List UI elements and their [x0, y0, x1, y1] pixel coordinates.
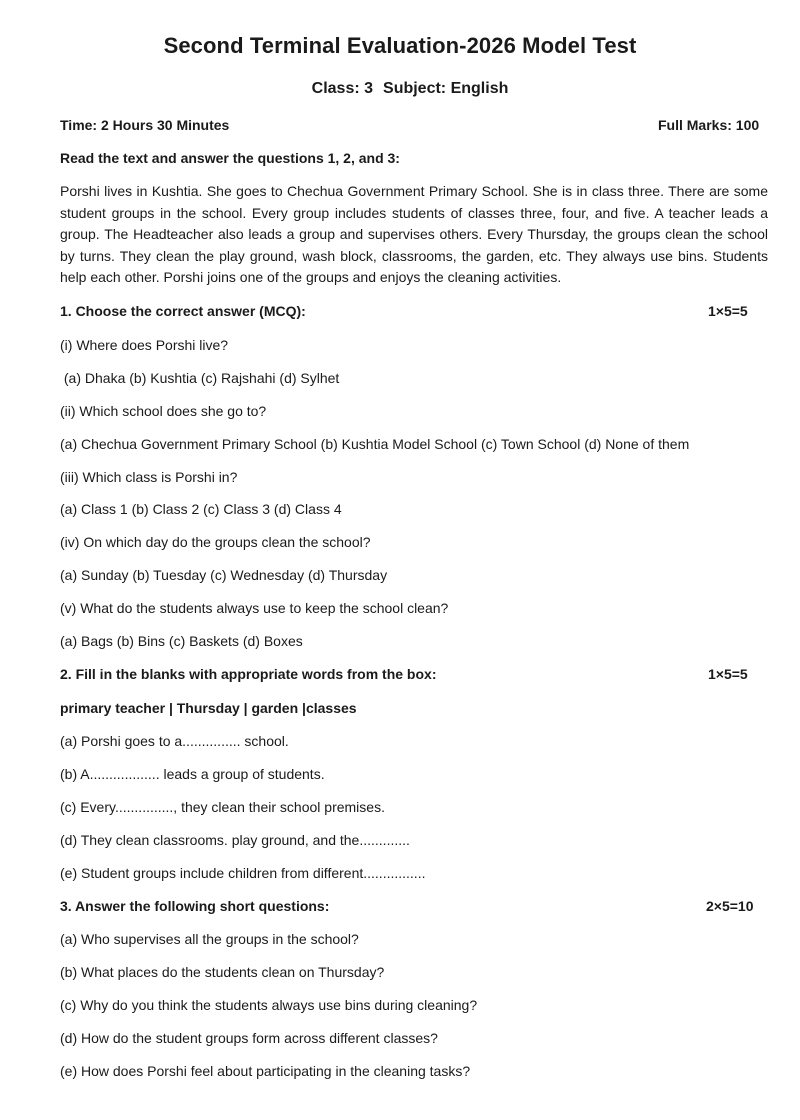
q3-line: (b) What places do the students clean on Thursday? — [60, 964, 385, 980]
q1-line: (a) Bags (b) Bins (c) Baskets (d) Boxes — [60, 633, 303, 649]
page-title: Second Terminal Evaluation-2026 Model Test — [163, 33, 637, 58]
q2-line: (e) Student groups include children from different................ — [60, 865, 426, 881]
q2-line: (b) A.................. leads a group of students. — [60, 766, 325, 782]
reading-passage: Porshi lives in Kushtia. She goes to Chechua Government Primary School. She is in class three. There are some student groups in the school. Every group includes students of classes three, four, and five. A teacher leads a group. The Headteacher also leads a group and supervises others. Every Thursday, the groups clean the school by turns. They clean the play ground, wash block, classrooms, the garden, etc. They always use bins. Students help each other. Porshi joins one of the groups and enjoys the cleaning activities. — [60, 183, 768, 285]
class-label: Class: 3 — [311, 80, 374, 97]
full-marks-label: Full Marks: 100 — [658, 117, 760, 133]
q3-line: (c) Why do you think the students always use bins during cleaning? — [60, 997, 478, 1013]
q1-heading: 1. Choose the correct answer (MCQ): — [60, 303, 306, 319]
q1-line: (i) Where does Porshi live? — [60, 337, 229, 353]
q1-line: (iii) Which class is Porshi in? — [60, 469, 238, 485]
q3-line: (e) How does Porshi feel about participating in the cleaning tasks? — [60, 1063, 471, 1079]
q2-word-box: primary teacher | Thursday | garden |classes — [60, 700, 357, 716]
time-label: Time: 2 Hours 30 Minutes — [60, 117, 230, 133]
q1-line: (iv) On which day do the groups clean the school? — [60, 534, 371, 550]
q2-line: (a) Porshi goes to a............... school. — [60, 733, 289, 749]
q1-line: (a) Dhaka (b) Kushtia (c) Rajshahi (d) Sylhet — [60, 370, 340, 386]
q2-heading: 2. Fill in the blanks with appropriate words from the box: — [60, 666, 437, 682]
q3-marks: 2×5=10 — [706, 898, 754, 914]
q3-heading: 3. Answer the following short questions: — [60, 898, 330, 914]
q3-line: (a) Who supervises all the groups in the school? — [60, 931, 359, 947]
q1-line: (a) Sunday (b) Tuesday (c) Wednesday (d) Thursday — [60, 567, 388, 583]
q1-marks: 1×5=5 — [708, 303, 748, 319]
q2-line: (d) They clean classrooms. play ground, and the............. — [60, 832, 410, 848]
subject-label: Subject: English — [383, 80, 509, 97]
passage-instruction: Read the text and answer the questions 1, 2, and 3: — [60, 150, 400, 166]
q1-line: (a) Class 1 (b) Class 2 (c) Class 3 (d) Class 4 — [60, 501, 342, 517]
q1-line: (ii) Which school does she go to? — [60, 403, 267, 419]
q1-line: (a) Chechua Government Primary School (b) Kushtia Model School (c) Town School (d) None of them — [60, 436, 690, 452]
q2-line: (c) Every..............., they clean their school premises. — [60, 799, 385, 815]
q2-marks: 1×5=5 — [708, 666, 748, 682]
q3-line: (d) How do the student groups form across different classes? — [60, 1030, 438, 1046]
class-subject-line — [0, 80, 800, 98]
q1-line: (v) What do the students always use to keep the school clean? — [60, 600, 449, 616]
